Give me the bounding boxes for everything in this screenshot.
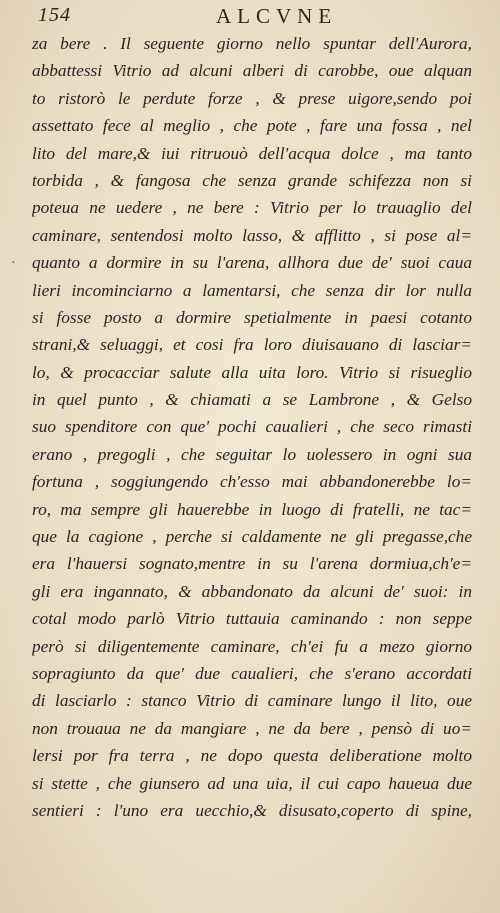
- text-line: caminare, sentendosi molto lasso, & afflitto , si pose al=: [32, 225, 472, 245]
- text-line: ro, ma sempre gli hauerebbe in luogo di fratelli, ne tac=: [32, 499, 472, 519]
- margin-mark: ·: [11, 256, 16, 271]
- text-line: erano , pregogli , che seguitar lo uolessero in ogni sua: [32, 444, 472, 464]
- text-line: to ristorò le perdute forze , & prese uigore,sendo poi: [32, 88, 472, 108]
- body-text: [32, 30, 472, 824]
- text-line: si fosse posto a dormire spetialmente in paesi cotanto: [32, 307, 472, 327]
- text-line: suo spenditore con que' pochi caualieri , che seco rimasti: [32, 417, 472, 437]
- text-line: cotal modo parlò Vitrio tuttauia caminando : non seppe: [32, 609, 472, 629]
- text-line: sopragiunto da que' due caualieri, che s'erano accordati: [32, 663, 472, 683]
- running-head: ALCVNE: [216, 4, 338, 28]
- text-line: sentieri : l'uno era uecchio,& disusato,coperto di spine,: [32, 800, 472, 820]
- text-line: strani,& seluaggi, et cosi fra loro diuisauano di lasciar=: [32, 335, 472, 355]
- text-line: di lasciarlo : stanco Vitrio di caminare lungo il lito, oue: [32, 691, 472, 711]
- text-line: quanto a dormire in su l'arena, allhora due de' suoi caua: [32, 253, 472, 273]
- page-header: [30, 4, 470, 32]
- page-number: 154: [38, 4, 71, 26]
- text-line: za bere . Il seguente giorno nello spuntar dell'Aurora,: [32, 34, 472, 53]
- text-line: era l'hauersi sognato,mentre in su l'arena dormiua,ch'e=: [32, 554, 472, 574]
- text-line: lo, & procacciar salute alla uita loro. Vitrio si risueglio: [32, 362, 472, 382]
- text-line: fortuna , soggiungendo ch'esso mai abbandonerebbe lo=: [32, 472, 472, 492]
- text-line: lersi por fra terra , ne dopo questa deliberatione molto: [32, 746, 472, 766]
- text-line: non trouaua ne da mangiare , ne da bere , pensò di uo=: [32, 718, 472, 738]
- text-line: si stette , che giunsero ad una uia, il cui capo haueua due: [32, 773, 472, 793]
- text-line: poteua ne uedere , ne bere : Vitrio per lo trauaglio del: [32, 198, 472, 218]
- text-line: abbattessi Vitrio ad alcuni alberi di carobbe, oue alquan: [32, 61, 472, 81]
- text-line: lieri incominciarno a lamentarsi, che senza dir lor nulla: [32, 280, 472, 300]
- text-line: però si diligentemente caminare, ch'ei fu a mezo giorno: [32, 636, 472, 656]
- text-line: que la cagione , perche si caldamente ne gli pregasse,che: [32, 527, 472, 547]
- text-line: assettato fece al meglio , che pote , fare una fossa , nel: [32, 116, 472, 136]
- text-line: gli era ingannato, & abbandonato da alcuni de' suoi: in: [32, 581, 472, 601]
- text-line: in quel punto , & chiamati a se Lambrone , & Gelso: [32, 390, 472, 410]
- text-line: torbida , & fangosa che senza grande schifezza non si: [32, 170, 472, 190]
- text-line: lito del mare,& iui ritruouò dell'acqua dolce , ma tanto: [32, 143, 472, 163]
